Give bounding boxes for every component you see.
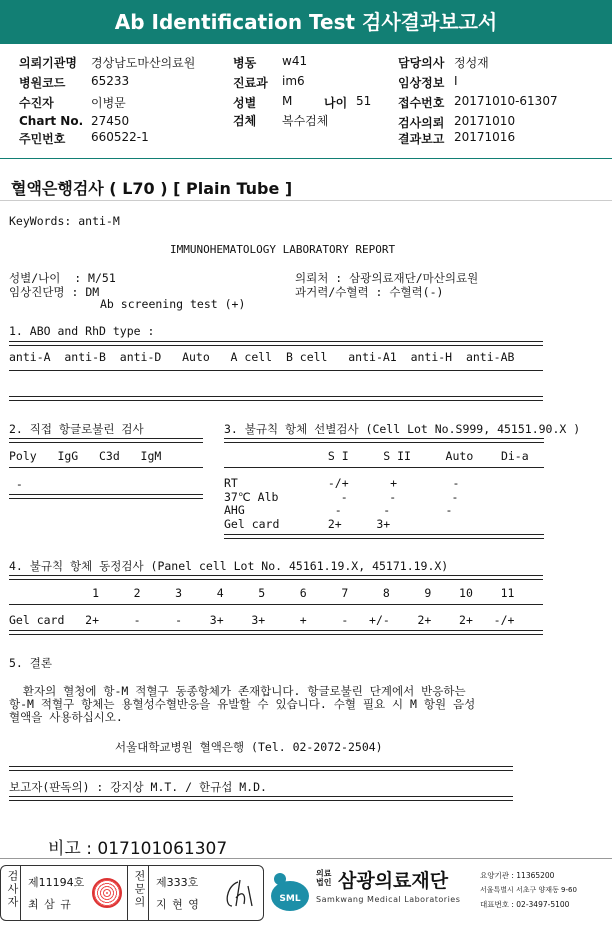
specimen-label: 검체 [233, 114, 257, 128]
chart-value: 27450 [91, 114, 130, 128]
signature-footer [0, 864, 612, 926]
chart-label: Chart No. [19, 114, 84, 128]
section3-title: 3. 불규칙 항체 선별검사 (Cell Lot No.S999, 45151.90.X ) [224, 422, 581, 436]
rule [9, 370, 543, 371]
age-label: 나이 [324, 96, 348, 110]
double-rule [224, 534, 544, 539]
double-rule [9, 494, 203, 499]
clinical-value: I [454, 74, 458, 88]
expert-label: 전문의 [133, 870, 146, 909]
report-date-label: 결과보고 [398, 132, 445, 146]
ward-value: w41 [282, 54, 308, 68]
remark: 비고 : 017101061307 [48, 839, 228, 859]
rule [127, 866, 128, 920]
request-date-label: 검사의뢰 [398, 116, 445, 130]
double-rule [9, 341, 543, 346]
clinical-label: 임상정보 [398, 76, 445, 90]
doctor-label: 담당의사 [398, 56, 445, 70]
signature [218, 876, 258, 912]
expert-license: 제333호 [156, 876, 199, 889]
expert-name: 지 현 영 [156, 898, 200, 911]
org-english-name: Samkwang Medical Laboratories [316, 895, 461, 904]
section5-title: 5. 결론 [9, 656, 52, 670]
dept-label: 진료과 [233, 76, 268, 90]
report-title: Ab Identification Test 검사결과보고서 [0, 0, 612, 44]
institution-label: 의뢰기관명 [19, 56, 77, 70]
conclusion-line: 환자의 혈청에 항-M 적혈구 동종항체가 존재합니다. 항글로불린 단계에서 반응하는 [9, 684, 466, 698]
sex-label: 성별 [233, 96, 257, 110]
hospital-code-label: 병원코드 [19, 76, 66, 90]
screening-row-ahg: AHG - - - [224, 503, 453, 517]
screening-columns: S I S II Auto Di-a [224, 449, 529, 463]
rule [9, 467, 203, 468]
diagnosis: 임상진단명 : DM [9, 285, 100, 299]
double-rule [9, 438, 203, 443]
org-prefix [316, 869, 331, 887]
section2-title: 2. 직접 항글로불린 검사 [9, 422, 144, 436]
double-rule [9, 766, 513, 771]
id-label: 주민번호 [19, 132, 66, 146]
panel-columns: 1 2 3 4 5 6 7 8 9 10 11 [9, 586, 515, 600]
org-address: 서울특별시 서초구 양재동 9-60 [480, 886, 577, 894]
reporter: 보고자(판독의) : 강지상 M.T. / 한규섭 M.D. [9, 780, 267, 794]
patient-value: 이병문 [91, 96, 126, 110]
panel-gel-row: Gel card 2+ - - 3+ 3+ + - +/- 2+ 2+ -/+ [9, 613, 515, 627]
section4-title: 4. 불규칙 항체 동정검사 (Panel cell Lot No. 45161.19.X, 45171.19.X) [9, 559, 449, 573]
conclusion-line: 항-M 적혈구 항체는 용혈성수혈반응을 유발할 수 있습니다. 수혈 필요 시 M 항원 음성 [9, 697, 476, 711]
abo-columns: anti-A anti-B anti-D Auto A cell B cell anti-A1 anti-H anti-AB [9, 350, 515, 364]
receipt-value: 20171010-61307 [454, 94, 558, 108]
double-rule [224, 438, 544, 443]
double-rule [9, 796, 513, 801]
dat-columns: Poly IgG C3d IgM [9, 449, 162, 463]
ward-label: 병동 [233, 56, 257, 70]
logo-text: SML [279, 894, 301, 904]
rule [20, 866, 21, 920]
sml-logo-icon [266, 870, 314, 914]
screening-row-rt: RT -/+ + - [224, 476, 460, 490]
specimen-value: 복수검체 [282, 114, 329, 128]
id-value: 660522-1 [91, 130, 149, 144]
transfusion-history: 과거력/수혈력 : 수혈력(-) [295, 285, 444, 299]
double-rule [9, 396, 543, 401]
double-rule [9, 630, 543, 635]
org-name: 삼광의료재단 [338, 870, 449, 892]
institution-code: 요양기관 : 11365200 [480, 871, 555, 880]
request-date-value: 20171010 [454, 114, 516, 128]
screening-row-gel: Gel card 2+ 3+ [224, 517, 391, 531]
rule [148, 866, 149, 920]
section-title: 혈액은행검사 ( L70 ) [ Plain Tube ] [11, 179, 293, 198]
inspector-seal [92, 878, 122, 908]
divider [0, 858, 612, 859]
patient-label: 수진자 [19, 96, 54, 110]
rule [9, 604, 543, 605]
institution-value: 경상남도마산의료원 [91, 56, 196, 70]
inspector-label: 검사자 [6, 870, 19, 909]
inspector-license: 제11194호 [28, 876, 85, 889]
inspector-name: 최 삼 규 [28, 898, 72, 911]
section1-title: 1. ABO and RhD type : [9, 324, 155, 338]
sex-value: M [282, 94, 293, 108]
dat-result: - [9, 477, 23, 491]
double-rule [9, 575, 543, 580]
requester: 의뢰처 : 삼광의료재단/마산의료원 [295, 271, 479, 285]
keywords: KeyWords: anti-M [9, 214, 120, 228]
lab-report-title: IMMUNOHEMATOLOGY LABORATORY REPORT [170, 243, 396, 256]
doctor-value: 정성재 [454, 56, 489, 70]
org-prefix-top: 의료 [316, 869, 332, 878]
receipt-label: 접수번호 [398, 96, 445, 110]
divider [0, 158, 612, 159]
screening-row-alb: 37℃ Alb - - - [224, 490, 459, 504]
ab-screening: Ab screening test (+) [100, 297, 246, 311]
dept-value: im6 [282, 74, 305, 88]
blood-bank-contact: 서울대학교병원 혈액은행 (Tel. 02-2072-2504) [115, 740, 383, 754]
org-phone: 대표번호 : 02-3497-5100 [480, 900, 570, 909]
divider [0, 200, 612, 201]
hospital-code-value: 65233 [91, 74, 130, 88]
sex-age: 성별/나이 : M/51 [9, 271, 116, 285]
rule [224, 467, 544, 468]
age-value: 51 [356, 94, 372, 108]
conclusion-line: 혈액을 사용하십시오. [9, 710, 123, 724]
report-date-value: 20171016 [454, 130, 516, 144]
org-prefix-bottom: 법인 [316, 878, 332, 887]
